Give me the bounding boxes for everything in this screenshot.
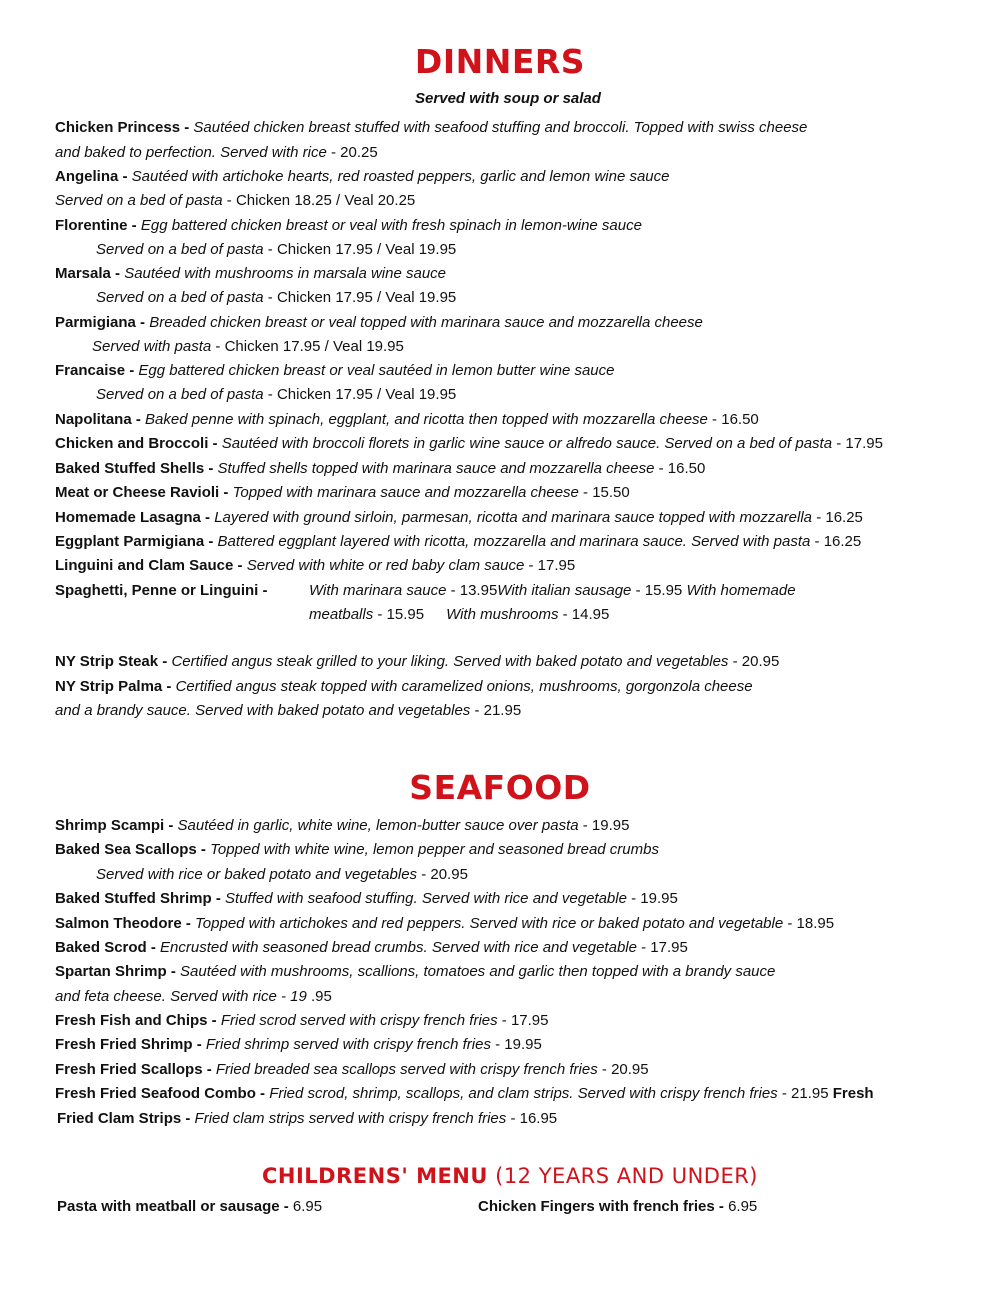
item-desc: Sautéed chicken breast stuffed with seafood stuffing and broccoli. Topped with swiss cheese	[193, 119, 808, 136]
item-price: - 18.95	[783, 915, 835, 932]
item-price: - 17.95	[636, 939, 688, 956]
dinners-title: DINNERS	[414, 42, 586, 81]
menu-item-spaghetti	[55, 581, 268, 601]
menu-line	[55, 459, 705, 479]
menu-line	[96, 865, 468, 885]
childrens-menu-age: (12 YEARS AND UNDER)	[487, 1164, 758, 1188]
menu-line	[55, 410, 759, 430]
item-price: - 17.95	[497, 1012, 549, 1029]
item-price: - Chicken 17.95 / Veal 19.95	[263, 241, 457, 258]
item-price: - 21.95	[470, 702, 522, 719]
item-price: - 16.95	[506, 1110, 558, 1127]
option-desc: With italian sausage	[497, 582, 632, 599]
option-price: - 15.95	[373, 606, 425, 623]
spaghetti-options-line-1	[309, 581, 796, 601]
item-name: Angelina -	[55, 168, 132, 185]
item-price: .95	[306, 988, 332, 1005]
item-desc: Served with pasta	[92, 338, 212, 355]
item-price: - 17.95	[832, 435, 883, 452]
item-desc: Sautéed with mushrooms, scallions, tomatoes and garlic then topped with a brandy sauce	[180, 963, 776, 980]
item-price: - 16.50	[707, 411, 759, 428]
item-desc: Certified angus steak topped with caramelized onions, mushrooms, gorgonzola cheese	[175, 678, 753, 695]
item-price: - 15.50	[578, 484, 630, 501]
item-name: Fresh Fish and Chips -	[55, 1012, 221, 1029]
item-price: - 16.25	[810, 533, 862, 550]
item-desc: Sautéed in garlic, white wine, lemon-butter sauce over pasta	[177, 817, 579, 834]
option-price: - 13.95	[446, 582, 498, 599]
item-name: Fresh	[832, 1085, 874, 1102]
item-desc: Fried clam strips served with crispy french fries	[194, 1110, 507, 1127]
menu-line	[55, 652, 779, 672]
item-price: - 20.95	[597, 1061, 649, 1078]
menu-line	[96, 288, 456, 308]
item-name: Marsala -	[55, 265, 125, 282]
item-price: - 21.95	[777, 1085, 833, 1102]
item-name: Baked Stuffed Shells -	[55, 460, 218, 477]
item-desc: Served on a bed of pasta	[96, 386, 264, 403]
item-price: - 20.95	[728, 653, 780, 670]
menu-line	[55, 143, 378, 163]
item-price: - 17.95	[524, 557, 576, 574]
item-name: Napolitana -	[55, 411, 146, 428]
spaghetti-options-line-2	[309, 605, 609, 625]
item-desc: Sautéed with mushrooms in marsala wine sauce	[124, 265, 447, 282]
item-desc: Stuffed with seafood stuffing. Served with rice and vegetable	[225, 890, 627, 907]
option-price: - 14.95	[558, 606, 610, 623]
item-name: Salmon Theodore -	[55, 915, 196, 932]
item-desc: Fried scrod, shrimp, scallops, and clam strips. Served with crispy french fries	[269, 1085, 778, 1102]
item-name: Parmigiana -	[55, 314, 150, 331]
item-desc: Egg battered chicken breast or veal sautéed in lemon butter wine sauce	[138, 362, 615, 379]
item-name: NY Strip Steak -	[55, 653, 172, 670]
item-name: Florentine -	[55, 217, 141, 234]
item-price: - Chicken 17.95 / Veal 19.95	[263, 289, 457, 306]
option-desc: meatballs	[309, 606, 374, 623]
item-name: Spaghetti, Penne or Linguini -	[55, 582, 268, 599]
childrens-menu-title	[0, 1164, 1000, 1188]
menu-line	[96, 385, 456, 405]
item-name: Fresh Fried Scallops -	[55, 1061, 216, 1078]
item-price: - Chicken 17.95 / Veal 19.95	[263, 386, 457, 403]
menu-line	[55, 167, 669, 187]
menu-line	[55, 556, 575, 576]
item-name: Chicken Princess -	[55, 119, 194, 136]
menu-line	[55, 938, 688, 958]
item-desc: Sautéed with artichoke hearts, red roasted peppers, garlic and lemon wine sauce	[131, 168, 670, 185]
menu-line	[55, 313, 703, 333]
item-name: Meat or Cheese Ravioli -	[55, 484, 233, 501]
menu-line	[92, 337, 404, 357]
item-desc: Served with white or red baby clam sauce	[246, 557, 525, 574]
item-desc: Served with rice or baked potato and vegetables	[96, 866, 418, 883]
item-name: Spartan Shrimp -	[55, 963, 181, 980]
item-name: Pasta with meatball or sausage -	[57, 1198, 293, 1215]
item-desc: and a brandy sauce. Served with baked potato and vegetables	[55, 702, 471, 719]
option-desc: With marinara sauce	[309, 582, 447, 599]
item-desc: Certified angus steak grilled to your liking. Served with baked potato and vegetables	[171, 653, 729, 670]
item-desc: Served on a bed of pasta	[96, 289, 264, 306]
item-price: - 19.95	[626, 890, 678, 907]
menu-line	[55, 816, 629, 836]
item-name: NY Strip Palma -	[55, 678, 176, 695]
menu-line	[55, 191, 415, 211]
item-desc: Served on a bed of pasta	[55, 192, 223, 209]
item-name: Chicken Fingers with french fries -	[478, 1198, 729, 1215]
item-price: - Chicken 18.25 / Veal 20.25	[222, 192, 416, 209]
menu-line	[55, 264, 446, 284]
option-desc: With mushrooms	[446, 606, 559, 623]
item-desc: Egg battered chicken breast or veal with fresh spinach in lemon-wine sauce	[140, 217, 642, 234]
menu-line	[55, 962, 775, 982]
item-desc: Fried shrimp served with crispy french fries	[205, 1036, 491, 1053]
item-desc: Stuffed shells topped with marinara sauce and mozzarella cheese	[217, 460, 655, 477]
item-desc: Topped with white wine, lemon pepper and seasoned bread crumbs	[210, 841, 659, 858]
item-desc: Fried breaded sea scallops served with crispy french fries	[215, 1061, 598, 1078]
menu-line	[55, 483, 630, 503]
item-name: Baked Stuffed Shrimp -	[55, 890, 226, 907]
menu-line	[55, 508, 863, 528]
item-desc: Layered with ground sirloin, parmesan, ricotta and marinara sauce topped with mozzarella	[214, 509, 813, 526]
item-name: Linguini and Clam Sauce -	[55, 557, 247, 574]
item-name: Fried Clam Strips -	[57, 1110, 195, 1127]
menu-line	[55, 1060, 649, 1080]
menu-line	[55, 677, 753, 697]
item-price: - 19.95	[578, 817, 630, 834]
menu-line	[55, 1084, 874, 1104]
item-name: Francaise -	[55, 362, 139, 379]
kids-item	[57, 1197, 322, 1217]
item-price: - 20.95	[417, 866, 468, 883]
menu-line	[55, 1035, 542, 1055]
item-price: 6.95	[728, 1198, 758, 1215]
menu-line	[55, 532, 861, 552]
item-desc: Fried scrod served with crispy french fries	[220, 1012, 498, 1029]
item-name: Fresh Fried Seafood Combo -	[55, 1085, 270, 1102]
menu-line	[55, 701, 521, 721]
item-desc: and baked to perfection. Served with rice	[55, 144, 327, 161]
menu-line	[55, 1011, 549, 1031]
item-price: - 19.95	[490, 1036, 542, 1053]
item-desc: Served on a bed of pasta	[96, 241, 264, 258]
item-price: - 20.25	[326, 144, 378, 161]
kids-item	[478, 1197, 757, 1217]
seafood-title: SEAFOOD	[409, 768, 591, 807]
item-name: Baked Sea Scallops -	[55, 841, 211, 858]
menu-line	[55, 840, 659, 860]
menu-line	[55, 361, 615, 381]
item-name: Homemade Lasagna -	[55, 509, 215, 526]
item-desc: Sautéed with broccoli florets in garlic wine sauce or alfredo sauce. Served on a bed of pasta	[221, 435, 833, 452]
item-price: - Chicken 17.95 / Veal 19.95	[211, 338, 404, 355]
item-name: Fresh Fried Shrimp -	[55, 1036, 206, 1053]
menu-line	[96, 240, 456, 260]
item-name: Shrimp Scampi -	[55, 817, 178, 834]
menu-line	[55, 987, 332, 1007]
menu-line	[55, 118, 807, 138]
option-desc: With homemade	[686, 582, 796, 599]
childrens-menu-heading: CHILDRENS' MENU	[262, 1164, 488, 1188]
item-desc: Topped with marinara sauce and mozzarella cheese	[232, 484, 579, 501]
item-price: - 16.50	[654, 460, 706, 477]
item-desc: Breaded chicken breast or veal topped with marinara sauce and mozzarella cheese	[149, 314, 703, 331]
menu-line	[57, 1109, 557, 1129]
item-desc: Baked penne with spinach, eggplant, and ricotta then topped with mozzarella cheese	[145, 411, 708, 428]
option-price: - 15.95	[631, 582, 687, 599]
item-desc: Topped with artichokes and red peppers. Served with rice or baked potato and vegetable	[195, 915, 784, 932]
menu-line	[55, 889, 678, 909]
menu-line	[55, 434, 883, 454]
item-name: Eggplant Parmigiana -	[55, 533, 218, 550]
item-price: 6.95	[292, 1198, 323, 1215]
item-name: Baked Scrod -	[55, 939, 161, 956]
menu-line	[55, 216, 642, 236]
item-price: - 16.25	[812, 509, 863, 526]
item-name: Chicken and Broccoli -	[55, 435, 222, 452]
item-desc: and feta cheese. Served with rice - 19	[55, 988, 307, 1005]
dinners-subtitle: Served with soup or salad	[415, 90, 601, 107]
menu-line	[55, 914, 834, 934]
item-desc: Encrusted with seasoned bread crumbs. Served with rice and vegetable	[160, 939, 637, 956]
item-desc: Battered eggplant layered with ricotta, mozzarella and marinara sauce. Served with pasta	[217, 533, 811, 550]
